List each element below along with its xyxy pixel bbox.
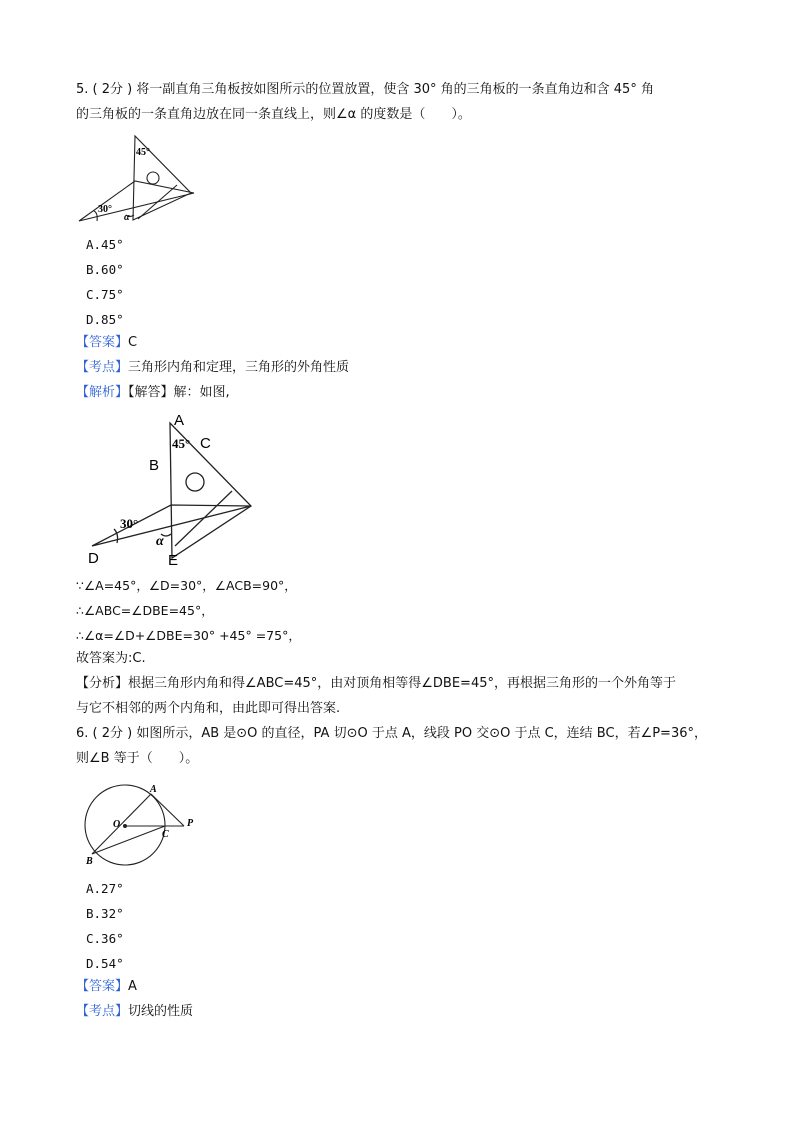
q6-kaodian-tag: 【考点】 [76,1004,129,1019]
q6-fig-label-A: A [150,784,157,795]
q5-option-a: A.45° [86,237,124,252]
q5-fig2-label-A: A [174,412,185,429]
q5-fig1-label-alpha: α [124,212,130,223]
q6-option-d: D.54° [86,956,124,971]
q5-answer-value: C [128,335,138,350]
q5-kaodian-tag: 【考点】 [76,360,129,375]
q5-jiexi-text: 【解答】解：如图, [128,385,230,400]
q5-option-d: D.85° [86,312,124,327]
q5-conclusion: 故答案为:C. [76,651,146,666]
q6-fig-label-C: C [162,829,169,840]
q6-answer [76,978,137,996]
q6-answer-tag: 【答案】 [76,979,129,994]
q5-figure-labeled [84,408,260,566]
q5-kaodian [76,359,349,377]
q6-stem-line2: 则∠B 等于（ ）。 [76,751,199,766]
q5-jiexi [76,384,230,402]
q5-fenxi-text1: 根据三角形内角和得∠ABC=45°，由对顶角相等得∠DBE=45°，再根据三角形的一个外角等于 [128,676,676,691]
q5-stem-line1: 5. ( 2分 ) 将一副直角三角板按如图所示的位置放置，使含 30° 角的三角板的一条直角边和含 45° 角 [76,82,654,97]
q5-step-3: ∴∠α=∠D+∠DBE=30° +45° =75°， [76,628,301,643]
q5-fenxi-line1 [76,675,676,693]
q5-fig2-label-E: E [168,552,179,566]
q6-figure-circle [80,780,205,868]
q5-fig2-label-D: D [88,550,99,566]
q5-fig1-label-45: 45° [136,147,150,158]
q5-fenxi-line2: 与它不相邻的两个内角和，由此即可得出答案. [76,701,341,716]
q5-stem-line2: 的三角板的一条直角边放在同一条直线上，则∠α 的度数是（ ）。 [76,107,471,122]
q5-jiexi-tag: 【解析】 [76,385,129,400]
q5-answer-tag: 【答案】 [76,335,129,350]
q5-fig1-label-30: 30° [98,204,112,215]
q5-fenxi-tag: 【分析】 [76,676,129,691]
q5-kaodian-text: 三角形内角和定理，三角形的外角性质 [128,360,350,375]
q5-fig2-label-B: B [149,457,160,474]
q6-answer-value: A [128,979,137,994]
q5-fig2-label-30: 30° [120,516,139,531]
q6-stem-line1: 6. ( 2分 ) 如图所示，AB 是⊙O 的直径，PA 切⊙O 于点 A，线段 PO 交⊙O 于点 C，连结 BC，若∠P=36°， [76,726,707,741]
q5-step-1: ∵∠A=45°，∠D=30°，∠ACB=90°， [76,578,297,593]
q5-fig2-label-45: 45° [172,436,191,451]
q5-answer [76,334,137,352]
q6-fig-label-P: P [187,818,194,829]
q5-step-2: ∴∠ABC=∠DBE=45°， [76,603,214,618]
q6-fig-label-B: B [86,856,93,867]
q5-fig2-label-C: C [200,435,211,452]
q6-option-c: C.36° [86,931,124,946]
q6-kaodian-text: 切线的性质 [128,1004,194,1019]
q5-option-b: B.60° [86,262,124,277]
q6-option-b: B.32° [86,906,124,921]
q5-fig2-label-alpha: α [156,534,164,549]
q6-kaodian [76,1003,193,1021]
q5-figure-triangles [76,133,200,225]
q6-fig-label-O: O [113,819,121,830]
q5-option-c: C.75° [86,287,124,302]
q6-option-a: A.27° [86,881,124,896]
